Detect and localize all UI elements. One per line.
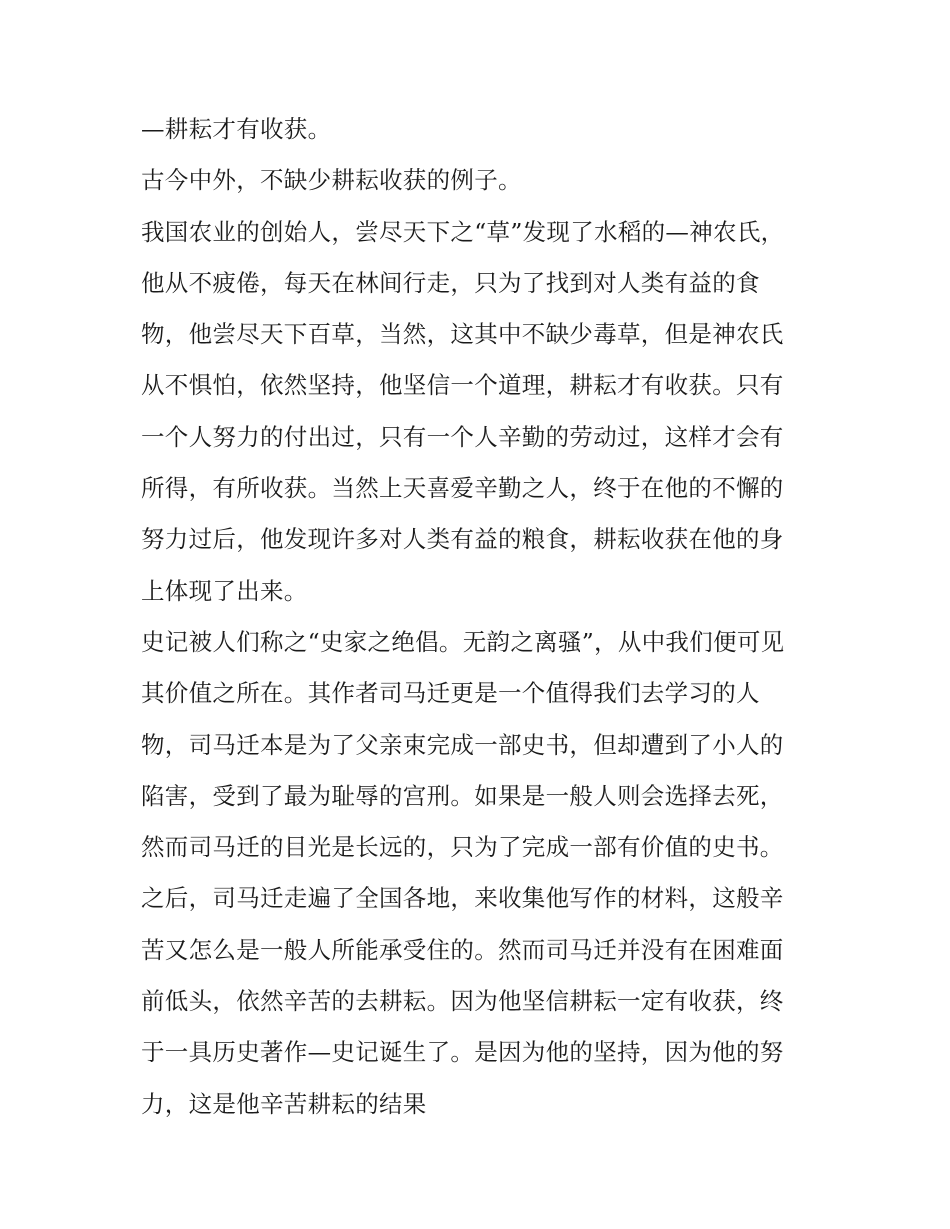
text-line: 史记被人们称之“史家之绝倡。无韵之离骚”，从中我们便可见	[141, 627, 785, 656]
text-line: 古今中外，不缺少耕耘收获的例子。	[141, 166, 522, 195]
essay-text	[141, 104, 821, 1130]
text-line: 从不惧怕，依然坚持，他坚信一个道理，耕耘才有收获。只有	[141, 371, 784, 400]
text-line: 一个人努力的付出过，只有一个人辛勤的劳动过，这样才会有	[141, 422, 784, 451]
text-line: 苦又怎么是一般人所能承受住的。然而司马迁并没有在困难面	[141, 935, 784, 964]
text-line: 物，司马迁本是为了父亲束完成一部史书，但却遭到了小人的	[141, 730, 784, 759]
text-line: 然而司马迁的目光是长远的，只为了完成一部有价值的史书。	[141, 833, 784, 862]
text-line: 陷害，受到了最为耻辱的宫刑。如果是一般人则会选择去死，	[141, 781, 784, 810]
text-line: 于一具历史著作—史记诞生了。是因为他的坚持，因为他的努	[141, 1038, 784, 1067]
text-line: —耕耘才有收获。	[141, 115, 332, 143]
text-line: 前低头，依然辛苦的去耕耘。因为他坚信耕耘一定有收获，终	[141, 987, 784, 1016]
text-line: 努力过后，他发现许多对人类有益的粮食，耕耘收获在他的身	[141, 525, 784, 554]
text-line: 他从不疲倦，每天在林间行走，只为了找到对人类有益的食	[141, 268, 760, 297]
text-line: 之后，司马迁走遍了全国各地，来收集他写作的材料，这般辛	[141, 884, 784, 913]
text-line: 力，这是他辛苦耕耘的结果	[141, 1089, 427, 1118]
text-line: 我国农业的创始人，尝尽天下之“草”发现了水稻的—神农氏，	[141, 217, 785, 246]
text-line: 其价值之所在。其作者司马迁更是一个值得我们去学习的人	[141, 679, 760, 708]
text-line: 上体现了出来。	[141, 576, 308, 605]
text-line: 所得，有所收获。当然上天喜爱辛勤之人，终于在他的不懈的	[141, 474, 784, 503]
text-line: 物，他尝尽天下百草，当然，这其中不缺少毒草，但是神农氏	[141, 320, 784, 349]
